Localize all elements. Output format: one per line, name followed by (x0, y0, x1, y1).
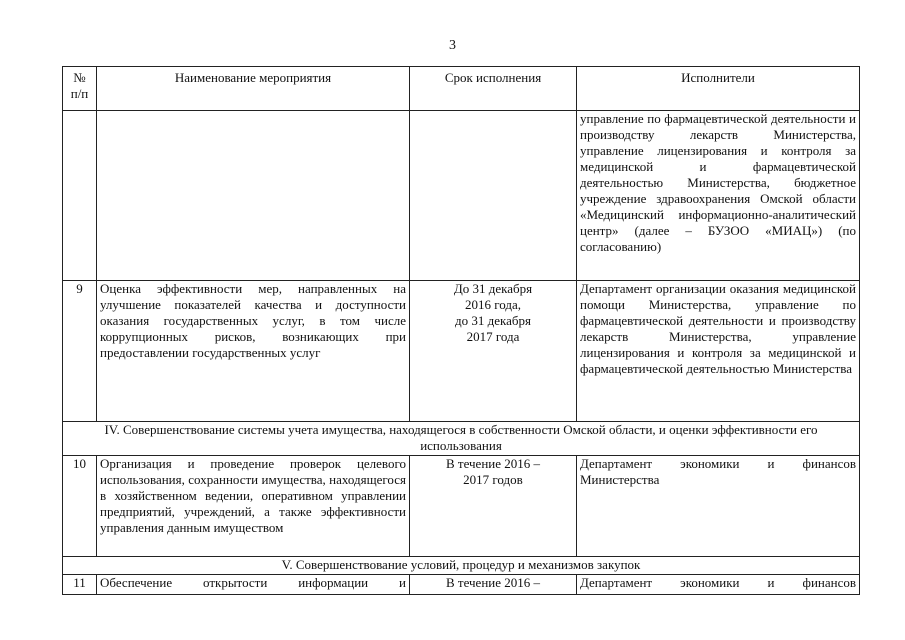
header-term: Срок исполнения (410, 67, 577, 111)
row-term (410, 111, 577, 281)
table-row (63, 456, 860, 557)
section-title: IV. Совершенствование системы учета имущества, находящегося в собственности Омской области, и оценки эффективности его использования (63, 422, 860, 456)
row-executors: Департамент экономики и финансов (577, 575, 860, 595)
header-name: Наименование мероприятия (97, 67, 410, 111)
row-name: Обеспечение открытости информации и (97, 575, 410, 595)
row-num: 9 (63, 281, 97, 422)
action-plan-table (62, 66, 860, 595)
row-num: 11 (63, 575, 97, 595)
row-term: До 31 декабря 2016 года, до 31 декабря 2017 года (410, 281, 577, 422)
row-name: Оценка эффективности мер, направленных на улучшение показателей качества и доступности оказания государственных услуг, в том числе коррупционных рисков, возникающих при предоставлении государственных услуг (97, 281, 410, 422)
header-exec: Исполнители (577, 67, 860, 111)
row-num: 10 (63, 456, 97, 557)
row-executors: управление по фармацевтической деятельности и производству лекарств Министерства, управление лицензирования и контроля за медицинской и фармацевтической деятельностью Министерства, бюджетное учреждение здравоохранения Омской области «Медицинский информационно-аналитический центр» (далее – БУЗОО «МИАЦ») (по согласованию) (577, 111, 860, 281)
table-row (63, 281, 860, 422)
row-term: В течение 2016 – (410, 575, 577, 595)
row-name: Организация и проведение проверок целевого использования, сохранности имущества, находящегося в хозяйственном ведении, оперативном управлении предприятий, учреждений, а также эффективности управления данным имуществом (97, 456, 410, 557)
table-row (63, 111, 860, 281)
row-executors: Департамент организации оказания медицинской помощи Министерства, управление по фармацевтической деятельности и производству лекарств Министерства, управление лицензирования и контроля за медицинской и фармацевтической деятельностью Министерства (577, 281, 860, 422)
section-row (63, 557, 860, 575)
section-row (63, 422, 860, 456)
table-row (63, 575, 860, 595)
page-number: 3 (449, 38, 456, 53)
row-name (97, 111, 410, 281)
section-title: V. Совершенствование условий, процедур и механизмов закупок (63, 557, 860, 575)
header-num: № п/п (63, 67, 97, 111)
row-executors: Департамент экономики и финансов Министерства (577, 456, 860, 557)
row-num (63, 111, 97, 281)
header-row (63, 67, 860, 111)
row-term: В течение 2016 – 2017 годов (410, 456, 577, 557)
